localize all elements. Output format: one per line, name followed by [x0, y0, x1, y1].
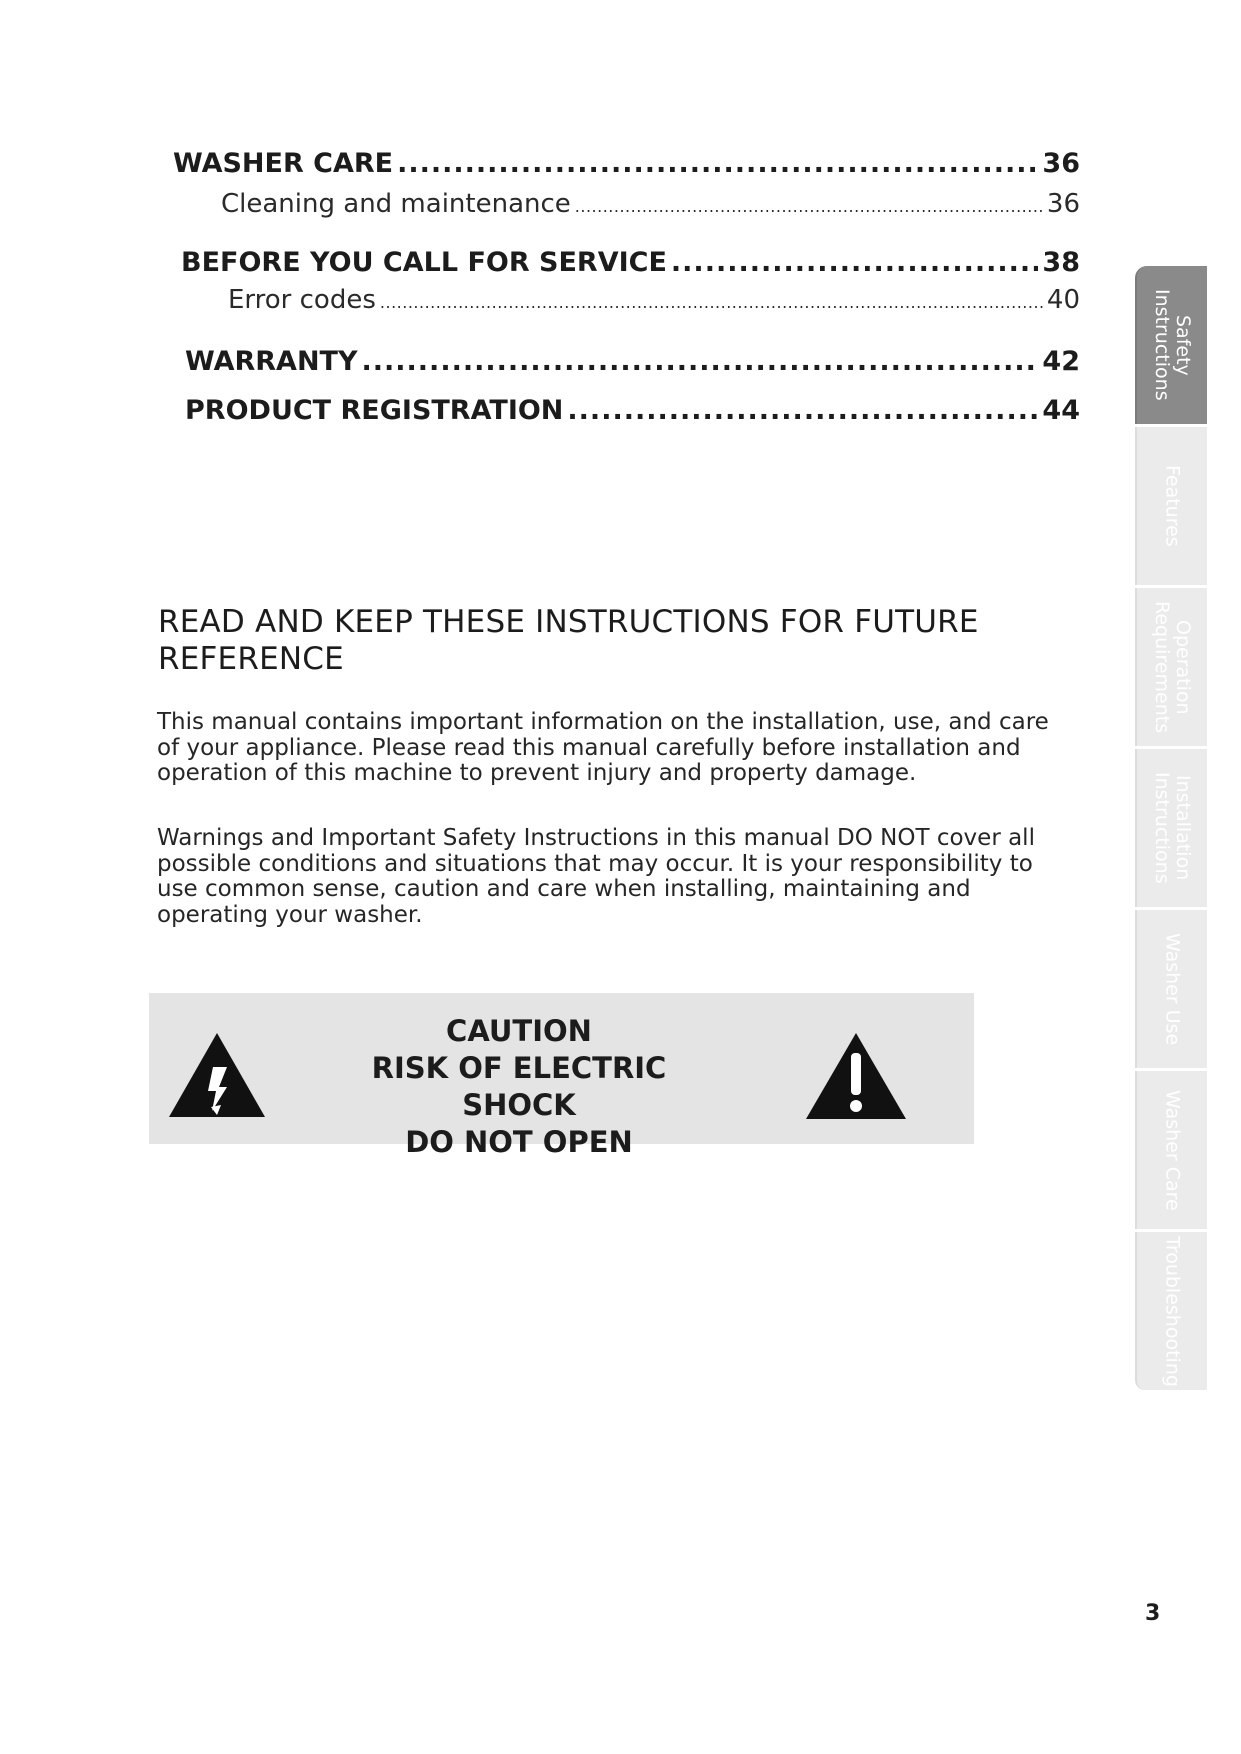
caution-title: CAUTION	[446, 1014, 592, 1048]
toc-entry-product-registration[interactable]	[185, 395, 1080, 426]
toc-label: Cleaning and maintenance	[221, 189, 571, 219]
toc-label: Error codes	[228, 285, 376, 315]
caution-text	[319, 1013, 719, 1161]
toc-leader	[671, 247, 1039, 278]
toc-entry-cleaning-maintenance[interactable]	[221, 189, 1080, 219]
tab-operation-requirements[interactable]	[1135, 588, 1207, 746]
toc-page-number: 40	[1046, 285, 1080, 315]
tab-label: Washer Care	[1161, 1089, 1184, 1211]
toc-entry-warranty[interactable]	[185, 346, 1080, 377]
toc-leader	[362, 346, 1039, 377]
tab-features[interactable]	[1135, 427, 1207, 585]
toc-label: PRODUCT REGISTRATION	[185, 395, 564, 426]
tab-washer-use[interactable]	[1135, 910, 1207, 1068]
toc-page-number: 36	[1042, 148, 1080, 179]
toc-leader	[575, 197, 1043, 216]
intro-paragraph: This manual contains important information on the installation, use, and care of your appliance. Please read this manual carefully before installation and operation of this machine to prevent injury and property damage.	[157, 709, 1049, 786]
toc-leader	[380, 293, 1043, 312]
tab-label: Safety Instructions	[1151, 289, 1194, 401]
caution-open-line: DO NOT OPEN	[405, 1125, 633, 1159]
section-side-tabs	[1135, 266, 1207, 1388]
toc-entry-washer-care[interactable]	[173, 148, 1080, 179]
toc-page-number: 42	[1042, 346, 1080, 377]
tab-safety-instructions[interactable]	[1135, 266, 1207, 424]
tab-installation-instructions[interactable]	[1135, 749, 1207, 907]
exclamation-warning-icon	[804, 1031, 908, 1121]
toc-label: WASHER CARE	[173, 148, 394, 179]
toc-entry-before-service[interactable]	[181, 247, 1080, 278]
toc-leader	[567, 395, 1038, 426]
caution-banner	[149, 993, 974, 1159]
electric-shock-warning-icon	[167, 1031, 267, 1119]
toc-leader	[397, 148, 1038, 179]
tab-label: Washer Use	[1161, 932, 1184, 1046]
tab-label: Installation Instructions	[1151, 772, 1194, 884]
toc-page-number: 44	[1042, 395, 1080, 426]
warnings-paragraph: Warnings and Important Safety Instructions in this manual DO NOT cover all possible conditions and situations that may occur. It is your responsibility to use common sense, caution and care when installing, maintaining and operating your washer.	[157, 825, 1035, 928]
tab-label: Features	[1161, 465, 1184, 547]
tab-troubleshooting[interactable]	[1135, 1232, 1207, 1390]
section-heading: READ AND KEEP THESE INSTRUCTIONS FOR FUTURE REFERENCE	[158, 604, 979, 677]
page-number: 3	[1145, 1601, 1161, 1626]
toc-label: BEFORE YOU CALL FOR SERVICE	[181, 247, 667, 278]
toc-entry-error-codes[interactable]	[228, 285, 1080, 315]
tab-washer-care[interactable]	[1135, 1071, 1207, 1229]
tab-label: Troubleshooting	[1161, 1235, 1184, 1387]
toc-page-number: 38	[1042, 247, 1080, 278]
caution-shock-line: RISK OF ELECTRIC SHOCK	[371, 1051, 667, 1122]
toc-label: WARRANTY	[185, 346, 358, 377]
toc-page-number: 36	[1046, 189, 1080, 219]
tab-label: Operation Requirements	[1151, 600, 1194, 734]
